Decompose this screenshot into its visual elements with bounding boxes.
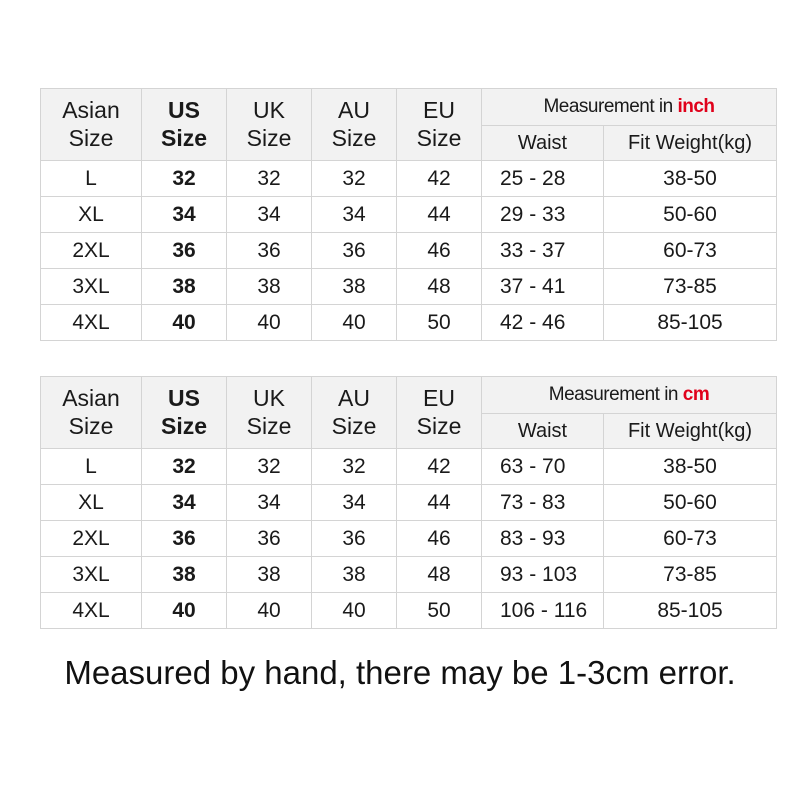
cell-asian: XL [41, 197, 142, 233]
cell-au: 32 [312, 449, 397, 485]
table-row [41, 485, 777, 521]
cell-waist: 63 - 70 [482, 449, 604, 485]
table-row [41, 197, 777, 233]
header-asian-size: Asian Size [41, 89, 142, 161]
header-waist: Waist [482, 414, 604, 449]
cell-au: 36 [312, 521, 397, 557]
cell-uk: 32 [227, 449, 312, 485]
header-us-size: US Size [142, 377, 227, 449]
table-row [41, 161, 777, 197]
header-eu-size: EU Size [397, 89, 482, 161]
table-row [41, 233, 777, 269]
cell-uk: 34 [227, 197, 312, 233]
cell-weight: 50-60 [604, 197, 777, 233]
cell-au: 36 [312, 233, 397, 269]
cell-asian: 4XL [41, 593, 142, 629]
cell-eu: 42 [397, 161, 482, 197]
cell-eu: 48 [397, 557, 482, 593]
cell-waist: 25 - 28 [482, 161, 604, 197]
table-row [41, 305, 777, 341]
cell-uk: 36 [227, 521, 312, 557]
cell-weight: 38-50 [604, 161, 777, 197]
cell-au: 38 [312, 269, 397, 305]
cell-eu: 46 [397, 233, 482, 269]
cell-asian: 3XL [41, 269, 142, 305]
cell-waist: 33 - 37 [482, 233, 604, 269]
table-row [41, 521, 777, 557]
cell-waist: 106 - 116 [482, 593, 604, 629]
cell-us: 32 [142, 161, 227, 197]
cell-waist: 37 - 41 [482, 269, 604, 305]
cell-asian: XL [41, 485, 142, 521]
cell-eu: 44 [397, 485, 482, 521]
cell-eu: 42 [397, 449, 482, 485]
cell-eu: 50 [397, 593, 482, 629]
cell-uk: 34 [227, 485, 312, 521]
cell-au: 34 [312, 485, 397, 521]
cell-us: 38 [142, 269, 227, 305]
cell-waist: 83 - 93 [482, 521, 604, 557]
cell-asian: 2XL [41, 233, 142, 269]
cell-us: 36 [142, 233, 227, 269]
cell-uk: 40 [227, 305, 312, 341]
cell-uk: 32 [227, 161, 312, 197]
header-uk-size: UK Size [227, 377, 312, 449]
cell-weight: 73-85 [604, 557, 777, 593]
cell-asian: 3XL [41, 557, 142, 593]
unit-label: cm [682, 383, 710, 405]
cell-uk: 36 [227, 233, 312, 269]
table-row [41, 593, 777, 629]
cell-us: 40 [142, 305, 227, 341]
cell-uk: 38 [227, 269, 312, 305]
cell-us: 34 [142, 197, 227, 233]
measurement-note: Measured by hand, there may be 1-3cm error. [64, 654, 736, 691]
cell-uk: 38 [227, 557, 312, 593]
size-chart-inch [40, 88, 777, 341]
header-au-size: AU Size [312, 89, 397, 161]
table-row [41, 269, 777, 305]
cell-weight: 73-85 [604, 269, 777, 305]
header-measurement-unit: Measurement in inch [482, 89, 777, 126]
cell-eu: 46 [397, 521, 482, 557]
header-eu-size: EU Size [397, 377, 482, 449]
cell-us: 34 [142, 485, 227, 521]
cell-weight: 85-105 [604, 593, 777, 629]
cell-asian: L [41, 449, 142, 485]
table-row [41, 557, 777, 593]
cell-us: 36 [142, 521, 227, 557]
size-chart-cm [40, 376, 777, 629]
cell-weight: 60-73 [604, 233, 777, 269]
cell-weight: 38-50 [604, 449, 777, 485]
header-us-size: US Size [142, 89, 227, 161]
cell-asian: 4XL [41, 305, 142, 341]
cell-weight: 85-105 [604, 305, 777, 341]
cell-au: 40 [312, 593, 397, 629]
unit-label: inch [677, 95, 715, 117]
header-measurement-unit: Measurement in cm [482, 377, 777, 414]
cell-weight: 50-60 [604, 485, 777, 521]
cell-eu: 44 [397, 197, 482, 233]
header-waist: Waist [482, 126, 604, 161]
cell-us: 32 [142, 449, 227, 485]
table-row [41, 449, 777, 485]
cell-us: 38 [142, 557, 227, 593]
cell-waist: 93 - 103 [482, 557, 604, 593]
cell-weight: 60-73 [604, 521, 777, 557]
cell-asian: L [41, 161, 142, 197]
header-fit-weight: Fit Weight(kg) [604, 414, 777, 449]
header-au-size: AU Size [312, 377, 397, 449]
header-fit-weight: Fit Weight(kg) [604, 126, 777, 161]
cell-au: 34 [312, 197, 397, 233]
cell-waist: 29 - 33 [482, 197, 604, 233]
cell-asian: 2XL [41, 521, 142, 557]
header-asian-size: Asian Size [41, 377, 142, 449]
cell-eu: 48 [397, 269, 482, 305]
header-uk-size: UK Size [227, 89, 312, 161]
cell-waist: 42 - 46 [482, 305, 604, 341]
cell-waist: 73 - 83 [482, 485, 604, 521]
cell-au: 40 [312, 305, 397, 341]
cell-eu: 50 [397, 305, 482, 341]
cell-au: 32 [312, 161, 397, 197]
cell-uk: 40 [227, 593, 312, 629]
cell-au: 38 [312, 557, 397, 593]
cell-us: 40 [142, 593, 227, 629]
